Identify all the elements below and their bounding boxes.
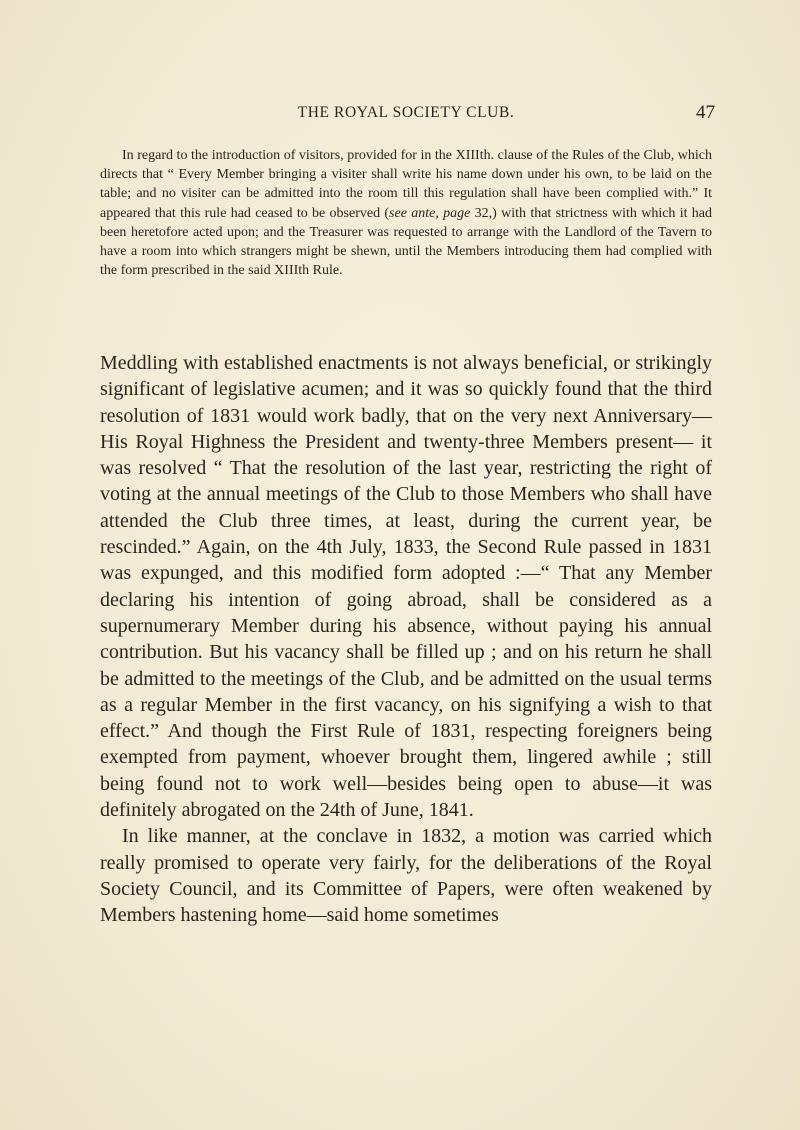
running-title: THE ROYAL SOCIETY CLUB.: [297, 104, 515, 121]
see-ante-reference: see ante: [389, 205, 436, 221]
main-text-block: [100, 350, 712, 929]
page-reference: page: [443, 205, 471, 221]
page-number: 47: [696, 102, 715, 123]
reference-separator: ,: [435, 205, 444, 221]
visitors-text-part-2: 32,) with that strictness with which it had been heretofore acted upon; and the Treasurer was requested to arrange with the Landlord of the Tavern to have a room into which strangers might be shewn, until the Members introducing them had complied with the form prescribed in the said XIIIth Rule.: [100, 205, 713, 279]
visitors-text-part-1: In regard to the introduction of visitors, provided for in the XIIIth. clause of the Rules of the Club, which directs that “ Every Member bringing a visiter shall write his name down under his own, to be laid on the table; and no visiter can be admitted into the room till this regulation shall have been complied with.” It appeared that this rule had ceased to be observed (: [100, 148, 712, 221]
conclave-paragraph: In like manner, at the conclave in 1832, a motion was carried which really promised to operate very fairly, for the deliberations of the Royal Society Council, and its Committee of Papers, were often weakened by Members hastening home—said home sometimes: [100, 825, 712, 927]
enactments-paragraph: Meddling with established enactments is not always beneficial, or strikingly significant of legislative acumen; and it was so quickly found that the third resolution of 1831 would work badly, that on the very next Anniversary— His Royal Highness the President and twenty-three Members present— it was resolved “ That the resolution of the last year, restricting the right of voting at the annual meetings of the Club to those Members who shall have attended the Club three times, at least, during the current year, be rescinded.” Again, on the 4th July, 1833, the Second Rule passed in 1831 was expunged, and this modified form adopted :—“ That any Member declaring his intention of going abroad, shall be considered as a supernumerary Member during his absence, without paying his annual contribution. But his vacancy shall be filled up ; and on his return he shall be admitted to the meetings of the Club, and be admitted on the usual terms as a regular Member in the first vacancy, on his signifying a wish to that effect.” And though the First Rule of 1831, respecting foreigners being exempted from payment, whoever brought them, lingered awhile ; still being found not to work well—besides being open to abuse—it was definitely abrogated on the 24th of June, 1841.: [100, 352, 712, 822]
visitors-paragraph-block: [100, 146, 712, 280]
visitors-paragraph: [100, 146, 712, 280]
running-head: [100, 102, 715, 126]
